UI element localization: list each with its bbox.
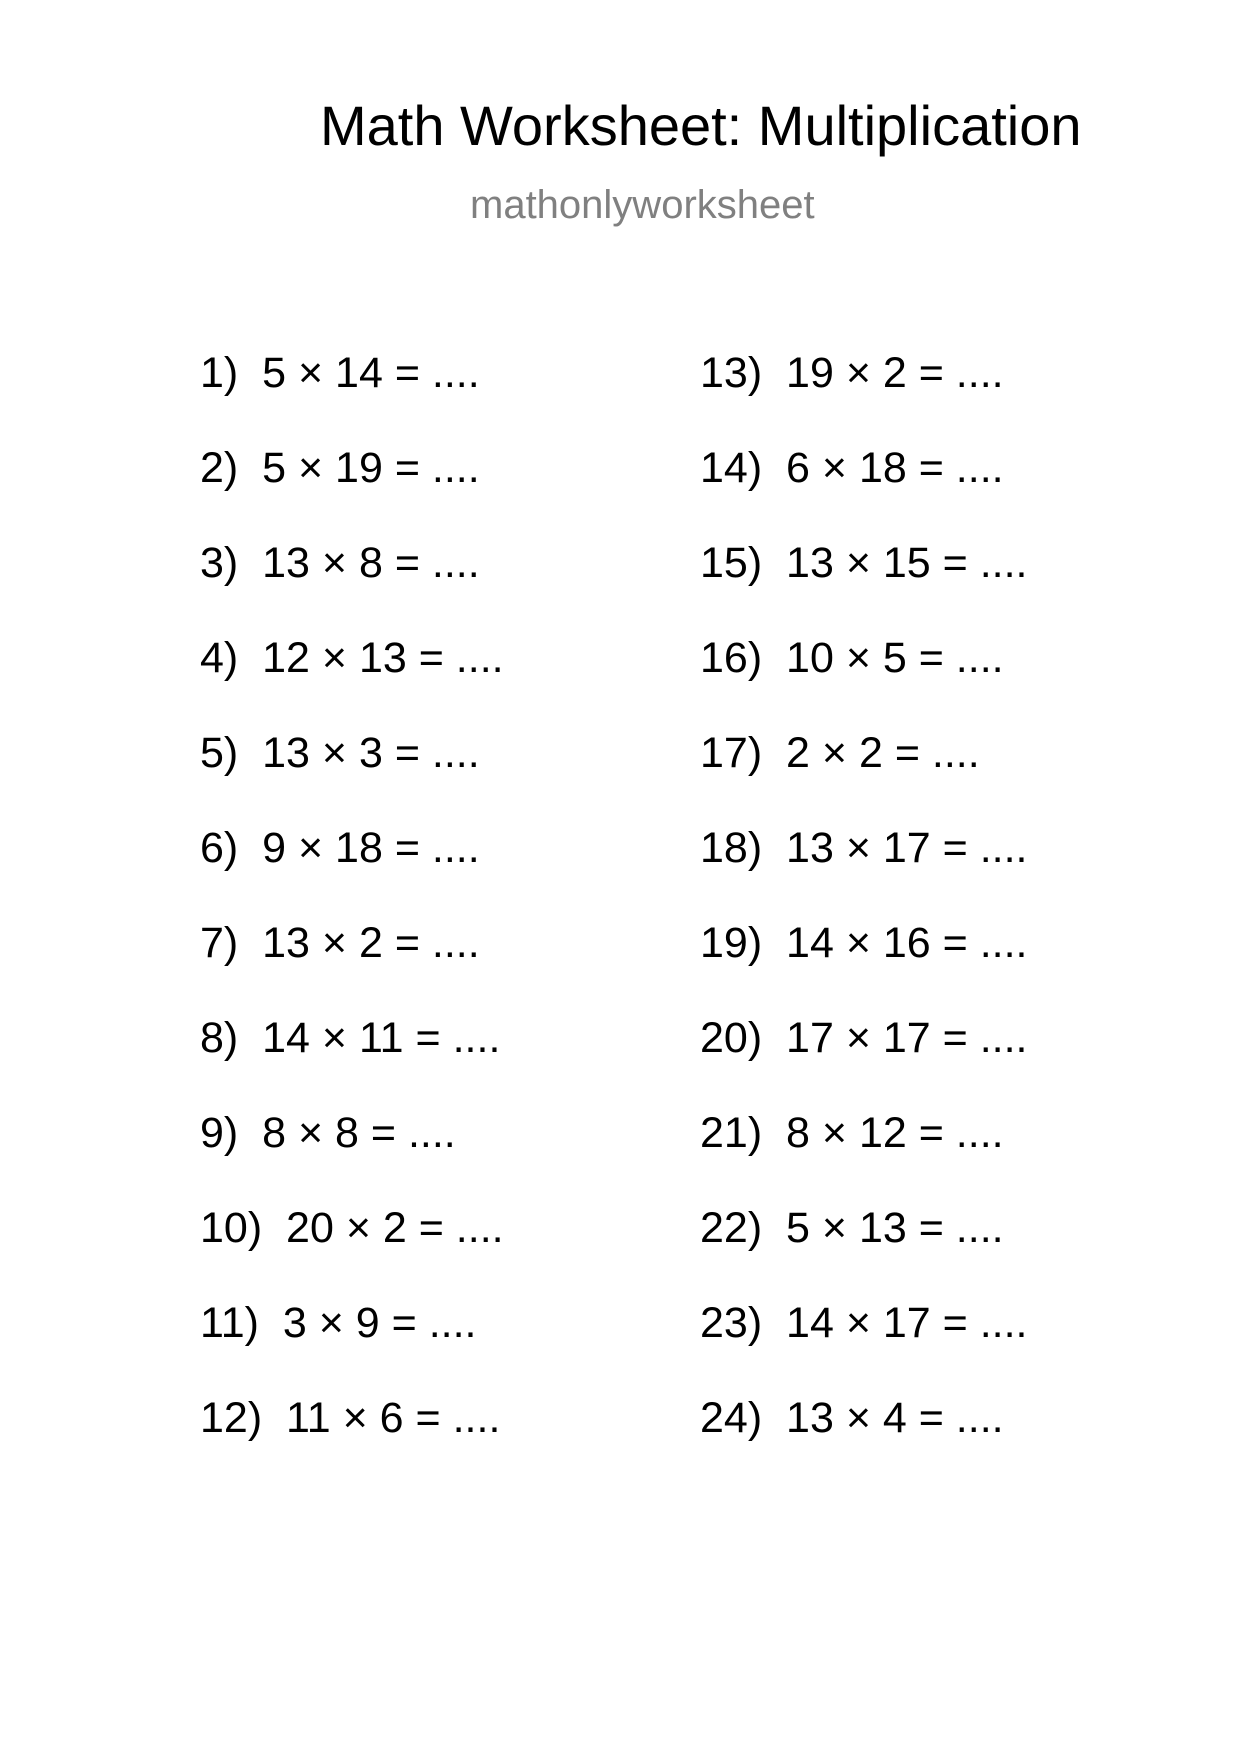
problem-1: 1) 5 × 14 = .... <box>200 349 480 397</box>
problem-list <box>200 349 1100 1492</box>
problem-6: 6) 9 × 18 = .... <box>200 824 480 872</box>
problem-8: 8) 14 × 11 = .... <box>200 1014 501 1062</box>
problem-4: 4) 12 × 13 = .... <box>200 634 504 682</box>
problem-16: 16) 10 × 5 = .... <box>700 634 1004 682</box>
problem-3: 3) 13 × 8 = .... <box>200 539 480 587</box>
problem-11: 11) 3 × 9 = .... <box>200 1299 477 1347</box>
problem-12: 12) 11 × 6 = .... <box>200 1394 501 1442</box>
problem-13: 13) 19 × 2 = .... <box>700 349 1004 397</box>
problem-23: 23) 14 × 17 = .... <box>700 1299 1028 1347</box>
problem-17: 17) 2 × 2 = .... <box>700 729 980 777</box>
problem-10: 10) 20 × 2 = .... <box>200 1204 504 1252</box>
problem-20: 20) 17 × 17 = .... <box>700 1014 1028 1062</box>
problem-22: 22) 5 × 13 = .... <box>700 1204 1004 1252</box>
page-title: Math Worksheet: Multiplication <box>320 94 1082 157</box>
problem-9: 9) 8 × 8 = .... <box>200 1109 456 1157</box>
problem-14: 14) 6 × 18 = .... <box>700 444 1004 492</box>
problem-7: 7) 13 × 2 = .... <box>200 919 480 967</box>
problem-21: 21) 8 × 12 = .... <box>700 1109 1004 1157</box>
problem-24: 24) 13 × 4 = .... <box>700 1394 1004 1442</box>
problem-15: 15) 13 × 15 = .... <box>700 539 1028 587</box>
page-subtitle: mathonlyworksheet <box>470 183 815 227</box>
problem-2: 2) 5 × 19 = .... <box>200 444 480 492</box>
problem-5: 5) 13 × 3 = .... <box>200 729 480 777</box>
problem-18: 18) 13 × 17 = .... <box>700 824 1028 872</box>
problem-19: 19) 14 × 16 = .... <box>700 919 1028 967</box>
